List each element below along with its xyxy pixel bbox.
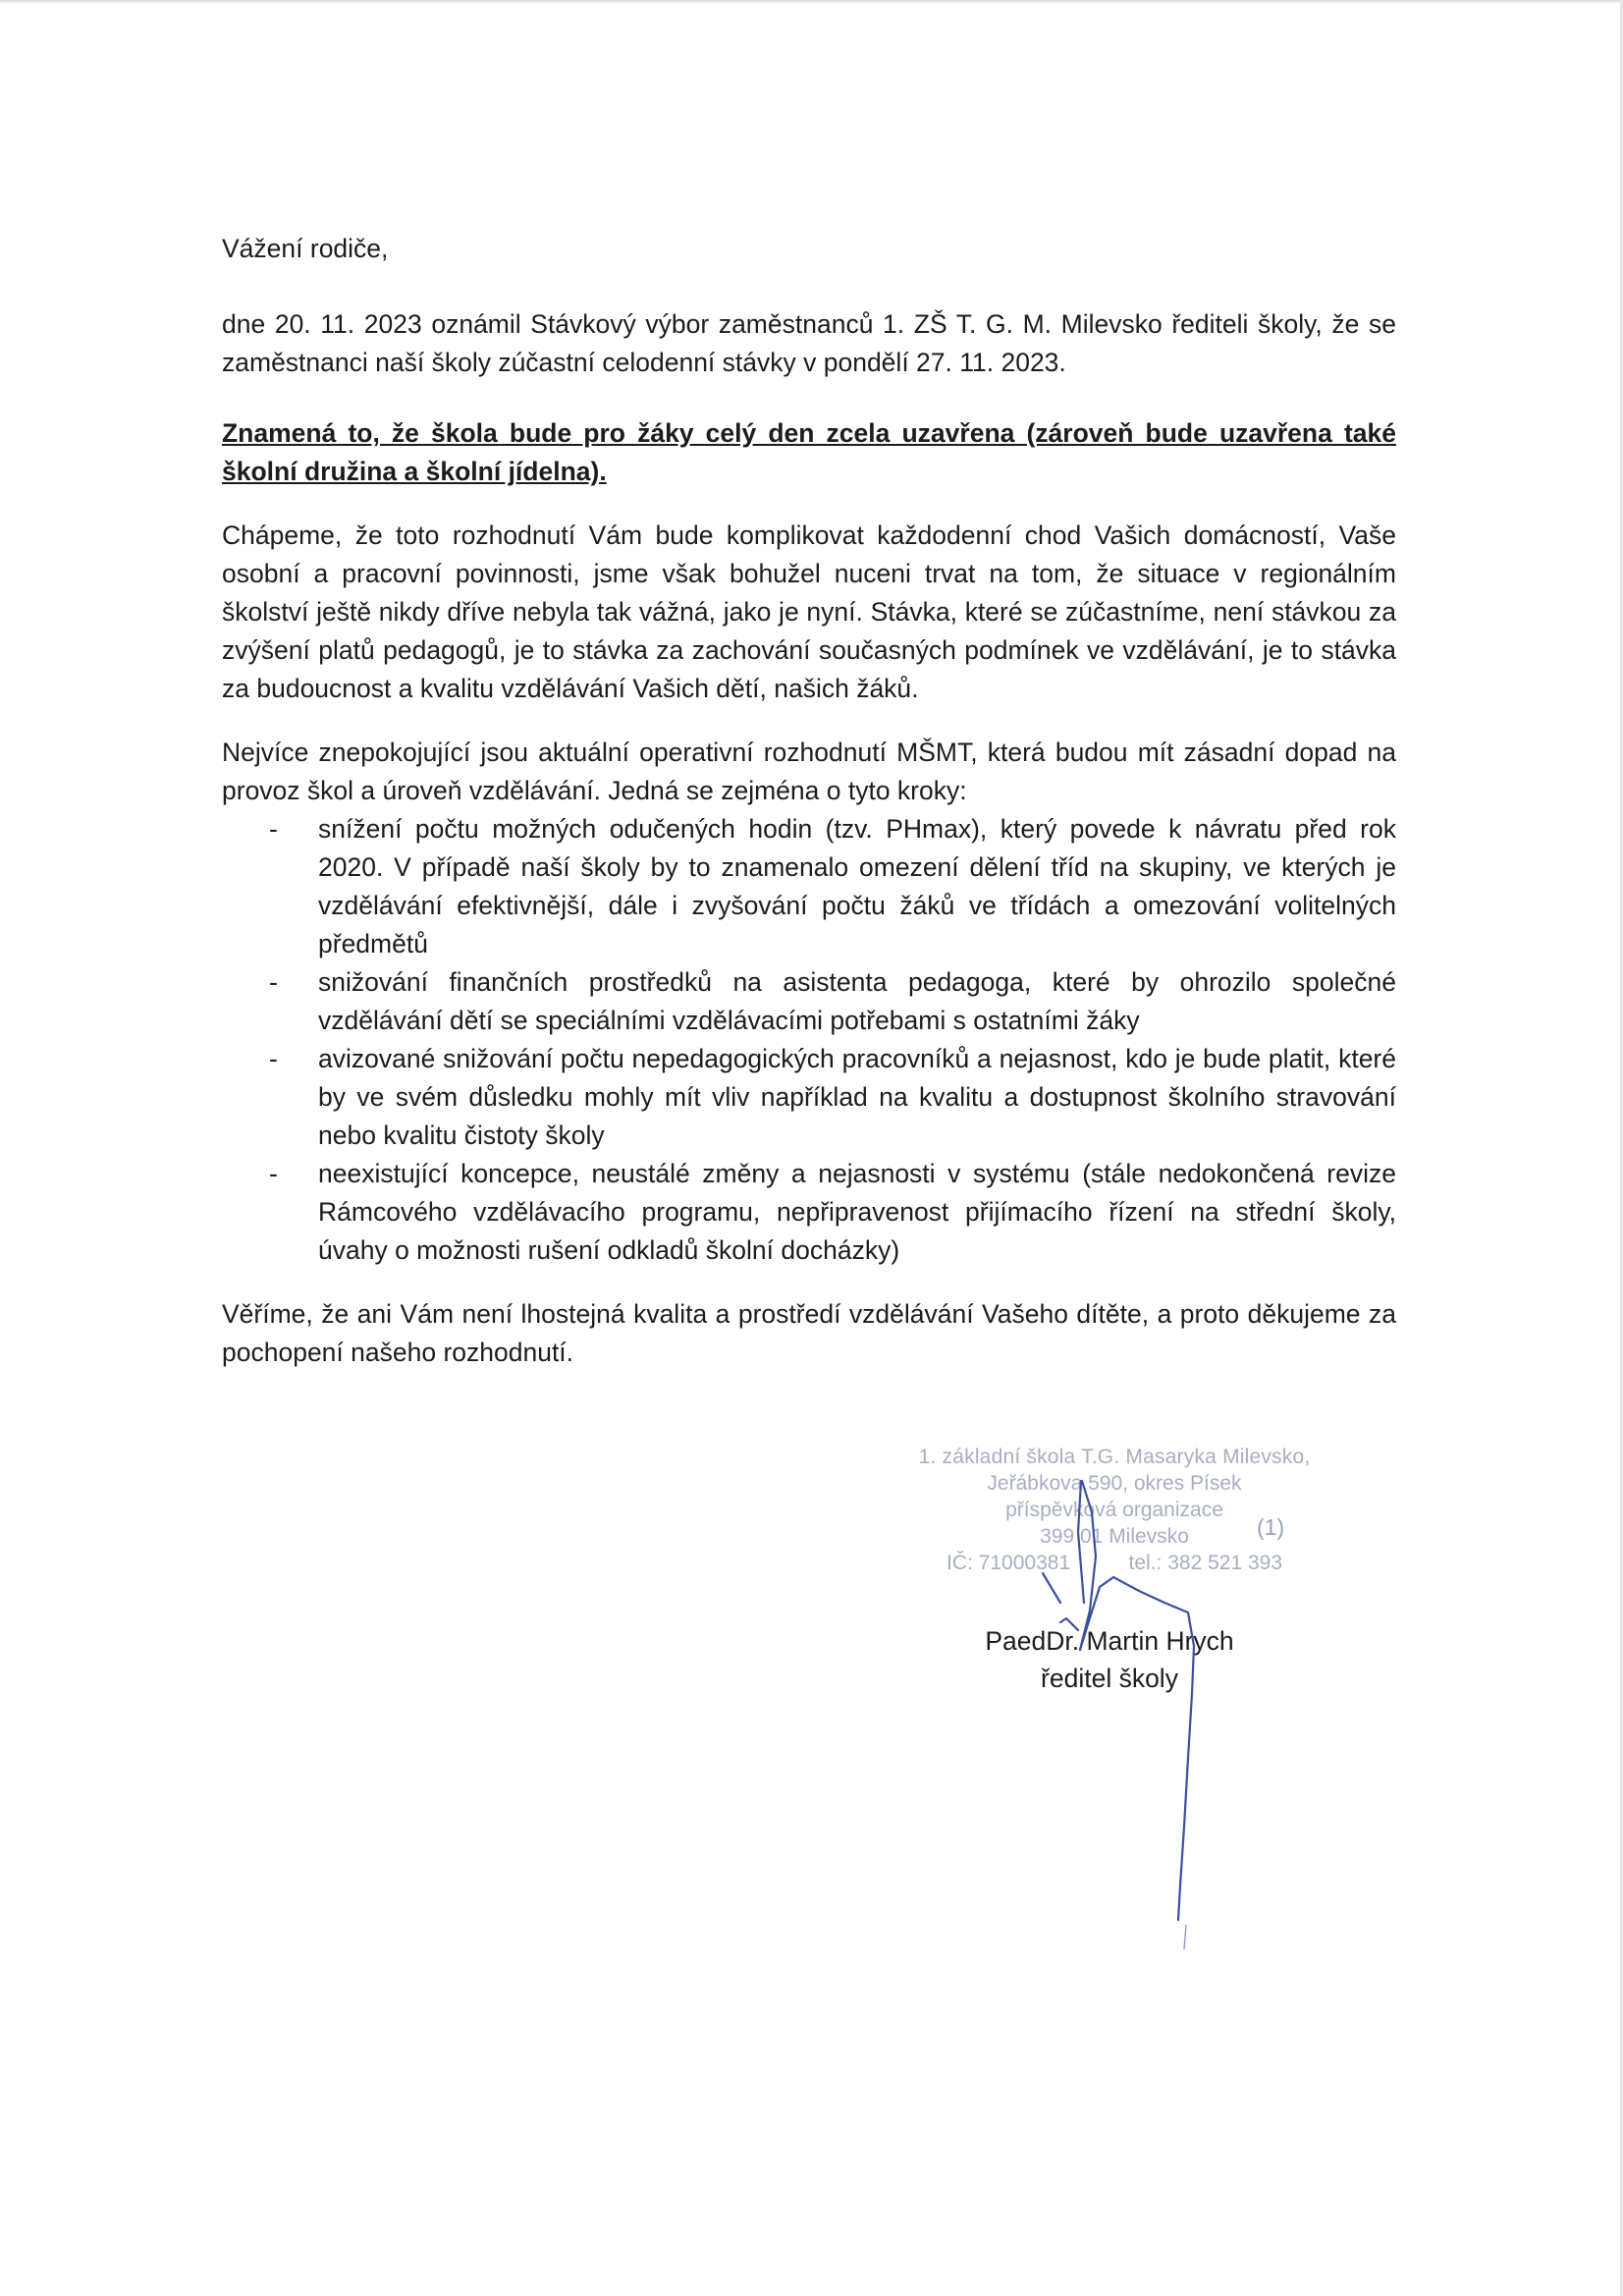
bullet-dash: - [269,1044,278,1073]
stamp-number: (1) [1257,1514,1285,1540]
stamp-address: Jeřábkova 590, okres Písek [987,1472,1242,1495]
signer-role: ředitel školy [1041,1664,1178,1693]
list-item: - snižování finančních prostředků na asistenta pedagoga, které by ohrozilo společné vzdělávání dětí se speciálními vzdělávacími potřebami s ostatními žáky [222,963,1396,1040]
list-item: - snížení počtu možných odučených hodin (tzv. PHmax), který povede k návratu před rok 2020. V případě naší školy by to znamenalo omezení dělení tříd na skupiny, ve kterých je vzdělávání efektivnější, dále i zvyšování počtu žáků ve třídách a omezování volitelných předmětů [222,810,1396,963]
bullet-dash: - [269,1159,278,1188]
closure-notice: Znamená to, že škola bude pro žáky celý den zcela uzavřena (zároveň bude uzavřena také školní družina a školní jídelna). [222,418,1396,486]
signature-block [943,1622,1276,1697]
concerns-list [222,810,1396,1270]
list-item: - neexistující koncepce, neustálé změny a nejasnosti v systému (stále nedokončená revize Rámcového vzdělávacího programu, nepřipravenost přijímacího řízení na střední školy, úvahy o možnosti rušení odkladů školní docházky) [222,1155,1396,1270]
stamp-organization-type: příspěvková organizace [1005,1499,1223,1521]
list-item: - avizované snižování počtu nepedagogických pracovníků a nejasnost, kdo je bude platit, které by ve svém důsledku mohly mít vliv například na kvalitu a dostupnost školního stravování nebo kvalitu čistoty školy [222,1040,1396,1155]
stamp-contacts [913,1550,1316,1576]
closing-paragraph: Věříme, že ani Vám není lhostejná kvalita a prostředí vzdělávání Vašeho dítěte, a proto děkujeme za pochopení našeho rozhodnutí. [222,1299,1396,1367]
bullet-dash: - [269,967,278,997]
stamp-phone: tel.: 382 521 393 [1128,1552,1282,1574]
bullet-dash: - [269,814,278,844]
stamp-postal-code: 399 01 Milevsko [1040,1525,1189,1548]
intro-paragraph: dne 20. 11. 2023 oznámil Stávkový výbor zaměstnanců 1. ZŠ T. G. M. Milevsko řediteli školy, že se zaměstnanci naší školy zúčastní celodenní stávky v pondělí 27. 11. 2023. [222,309,1396,377]
school-stamp [913,1444,1316,1576]
greeting: Vážení rodiče, [222,234,389,263]
stamp-ico: IČ: 71000381 [947,1552,1071,1574]
letter-body [222,230,1396,1397]
signer-name: PaedDr. Martin Hrych [985,1626,1234,1656]
scan-edge-top [0,0,1623,4]
concerns-lead-paragraph: Nejvíce znepokojující jsou aktuální operativní rozhodnutí MŠMT, která budou mít zásadní dopad na provoz škol a úroveň vzdělávání. Jedná se zejména o tyto kroky: [222,738,1396,805]
stamp-school-name: 1. základní škola T.G. Masaryka Milevsko, [918,1446,1311,1468]
explanation-paragraph: Chápeme, že toto rozhodnutí Vám bude komplikovat každodenní chod Vašich domácností, Vaše osobní a pracovní povinnosti, jsme však bohužel nuceni trvat na tom, že situace v regionálním školství ještě nikdy dříve nebyla tak vážná, jako je nyní. Stávka, které se zúčastníme, není stávkou za zvýšení platů pedagogů, je to stávka za zachování současných podmínek ve vzdělávání, je to stávka za budoucnost a kvalitu vzdělávání Vašich dětí, našich žáků. [222,520,1396,703]
